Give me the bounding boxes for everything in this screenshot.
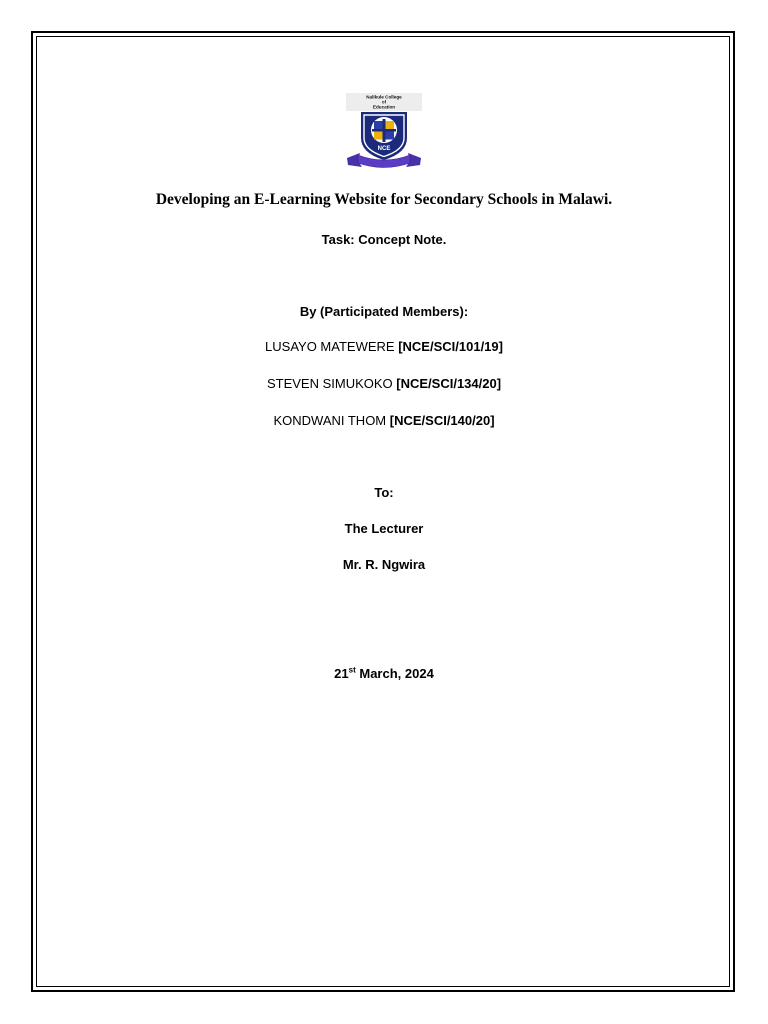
page-border-inner [36, 36, 730, 987]
logo-college-name-line-1: Nalikule College [366, 94, 402, 100]
document-date [0, 666, 768, 681]
member-1-name: LUSAYO MATEWERE [265, 339, 395, 354]
member-3-id: [NCE/SCI/140/20] [389, 413, 495, 428]
member-2-id: [NCE/SCI/134/20] [396, 376, 502, 391]
recipient-name: Mr. R. Ngwira [342, 557, 426, 572]
date-day: 21 [334, 666, 349, 681]
logo-emblem-quarter-1 [374, 121, 383, 129]
recipient-role: The Lecturer [344, 521, 424, 536]
member-1-id: [NCE/SCI/101/19] [398, 339, 503, 354]
member-1 [0, 339, 768, 354]
to-label: To: [374, 485, 394, 500]
logo-emblem-quarter-3 [374, 132, 383, 140]
college-logo [344, 92, 424, 172]
logo-abbreviation: NCE [377, 146, 391, 152]
document-title: Developing an E-Learning Website for Secondary Schools in Malawi. [155, 191, 613, 208]
date-month-year: March, 2024 [355, 666, 434, 681]
member-2-name: STEVEN SIMUKOKO [266, 376, 393, 391]
members-heading: By (Participated Members): [299, 304, 469, 319]
logo-emblem-quarter-4 [386, 132, 395, 140]
member-3 [0, 413, 768, 428]
date-day-suffix: st [348, 665, 356, 675]
logo-college-name-line-2: of [382, 99, 386, 105]
logo-college-name-line-3: Education [372, 104, 396, 110]
member-3-name: KONDWANI THOM [273, 413, 387, 428]
logo-emblem-quarter-2 [386, 121, 395, 129]
task-line: Task: Concept Note. [321, 232, 447, 247]
logo-emblem-cross-horizontal [372, 129, 396, 132]
member-2 [0, 376, 768, 391]
